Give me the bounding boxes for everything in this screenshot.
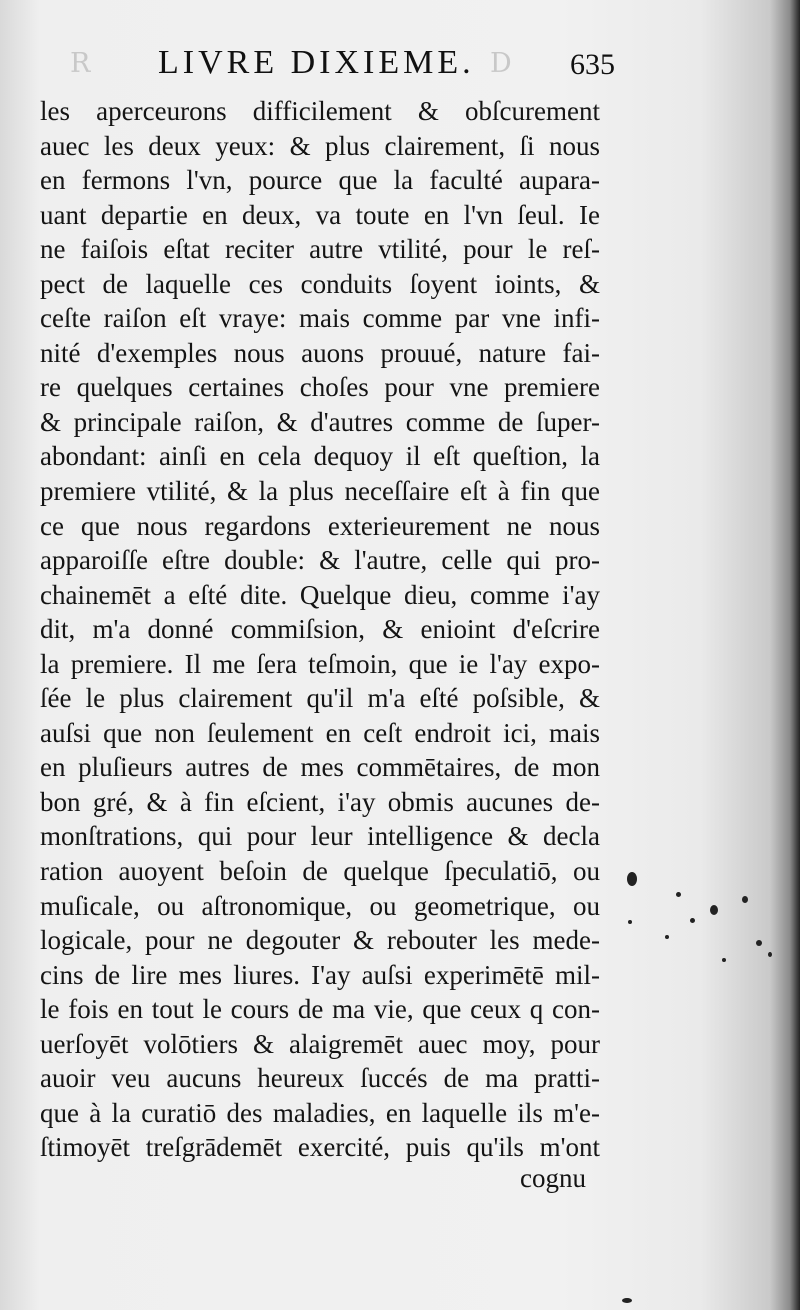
text-line: ſtimoyēt treſgrādemēt exercité, puis qu'ils m'ont xyxy=(40,1132,600,1163)
text-line: en fermons l'vn, pource que la faculté aupara- xyxy=(40,165,600,196)
text-line: dit, m'a donné commiſsion, & enioint d'eſcrire xyxy=(40,614,600,645)
ink-speck xyxy=(742,896,748,903)
ink-speck xyxy=(756,940,762,946)
body-text xyxy=(40,94,600,1165)
ink-speck xyxy=(622,1298,632,1303)
ink-speck xyxy=(710,905,718,915)
show-through-left: R xyxy=(70,48,92,79)
text-line: la premiere. Il me ſera teſmoin, que ie l'ay expo- xyxy=(40,648,600,679)
text-line: auoir veu aucuns heureux ſuccés de ma pratti- xyxy=(40,1063,600,1094)
show-through-right: D xyxy=(490,48,513,79)
text-line: ne faiſois eſtat reciter autre vtilité, pour le reſ- xyxy=(40,234,600,265)
catchword: cognu xyxy=(520,1163,586,1193)
text-line: muſicale, ou aſtronomique, ou geometrique, ou xyxy=(40,890,600,921)
ink-speck xyxy=(627,872,637,886)
text-line: abondant: ainſi en cela dequoy il eſt queſtion, la xyxy=(40,441,600,472)
text-line: monſtrations, qui pour leur intelligence & decla xyxy=(40,821,600,852)
text-line: ceſte raiſon eſt vraye: mais comme par vne infi- xyxy=(40,303,600,334)
ink-speck xyxy=(768,952,772,957)
text-line: apparoiſſe eſtre double: & l'autre, celle qui pro- xyxy=(40,545,600,576)
text-line: chainemēt a eſté dite. Quelque dieu, comme i'ay xyxy=(40,579,600,610)
page-header xyxy=(40,38,615,88)
text-line: que à la curatiō des maladies, en laquelle ils m'e- xyxy=(40,1097,600,1128)
text-line: auſsi que non ſeulement en ceſt endroit ici, mais xyxy=(40,717,600,748)
text-line: ſée le plus clairement qu'il m'a eſté poſsible, & xyxy=(40,683,600,714)
text-line: auec les deux yeux: & plus clairement, ſi nous xyxy=(40,130,600,161)
text-line: premiere vtilité, & la plus neceſſaire eſt à fin que xyxy=(40,476,600,507)
text-line: le fois en tout le cours de ma vie, que ceux q con- xyxy=(40,994,600,1025)
text-line: ration auoyent beſoin de quelque ſpeculatiō, ou xyxy=(40,856,600,887)
text-line: les aperceurons difficilement & obſcurement xyxy=(40,96,600,126)
text-line: nité d'exemples nous auons prouué, nature fai- xyxy=(40,337,600,368)
ink-speck xyxy=(665,935,669,939)
text-line: re quelques certaines choſes pour vne premiere xyxy=(40,372,600,403)
text-line: cins de lire mes liures. I'ay auſsi experimētē mil- xyxy=(40,959,600,990)
running-head: LIVRE DIXIEME. xyxy=(158,44,475,81)
text-line: uant departie en deux, va toute en l'vn ſeul. Ie xyxy=(40,199,600,230)
text-line: ce que nous regardons exterieurement ne nous xyxy=(40,510,600,541)
text-line: uerſoyēt volōtiers & alaigremēt auec moy, pour xyxy=(40,1028,600,1059)
text-line: logicale, pour ne degouter & rebouter les mede- xyxy=(40,925,600,956)
ink-speck xyxy=(676,892,681,897)
text-line: en pluſieurs autres de mes commētaires, de mon xyxy=(40,752,600,783)
text-line: bon gré, & à fin eſcient, i'ay obmis aucunes de- xyxy=(40,786,600,817)
ink-speck xyxy=(722,958,726,962)
text-line: pect de laquelle ces conduits ſoyent ioints, & xyxy=(40,268,600,299)
page-number: 635 xyxy=(570,48,615,81)
ink-speck xyxy=(690,918,695,923)
text-line: & principale raiſon, & d'autres comme de ſuper- xyxy=(40,406,600,437)
ink-speck xyxy=(628,920,632,924)
